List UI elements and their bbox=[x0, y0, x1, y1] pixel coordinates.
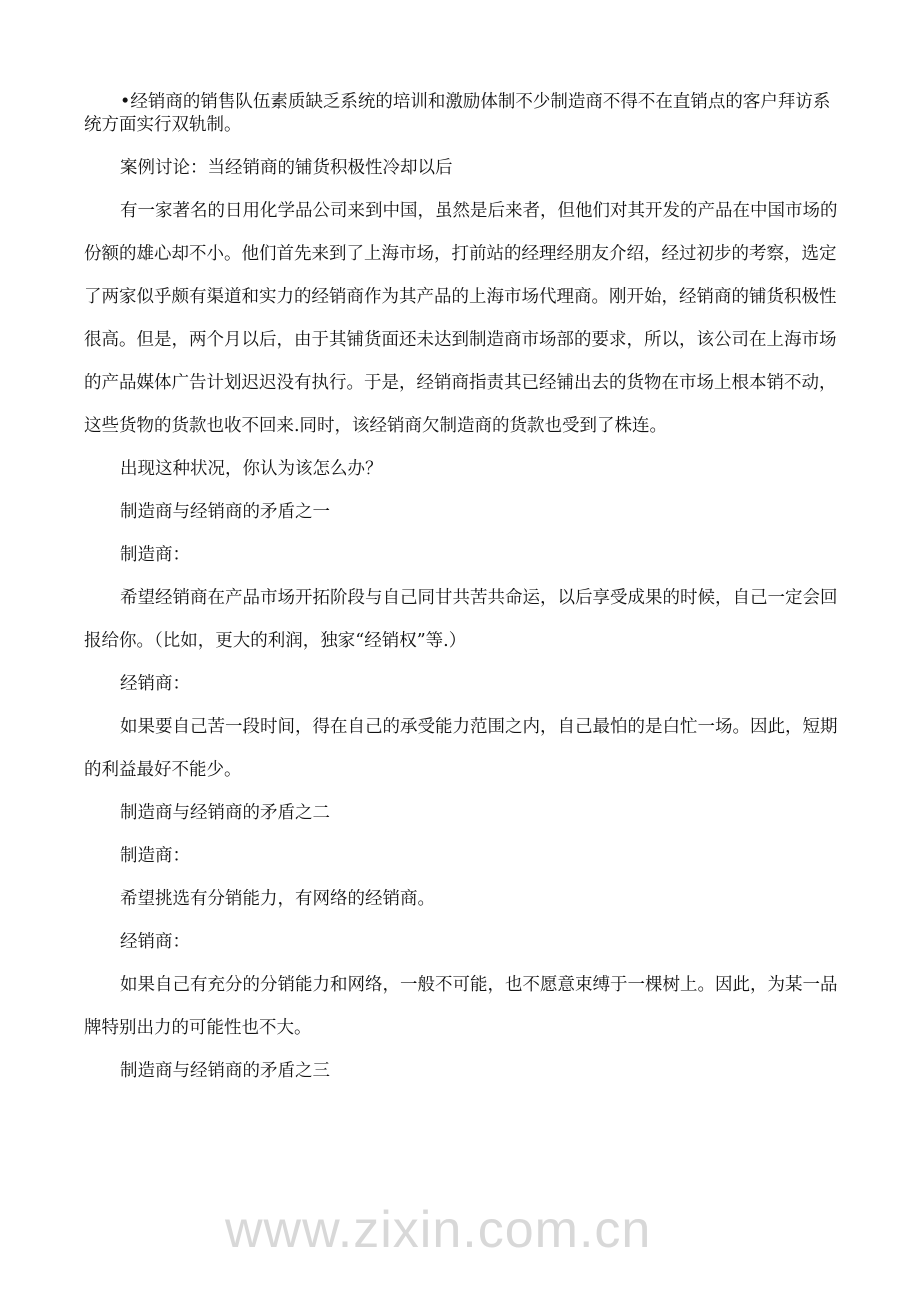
paragraph-line: 案例讨论：当经销商的铺货积极性冷却以后 bbox=[120, 158, 453, 178]
paragraph bbox=[84, 706, 844, 792]
paragraph bbox=[84, 147, 844, 190]
paragraph-line: 制造商与经销商的矛盾之一 bbox=[120, 502, 330, 522]
paragraph bbox=[84, 792, 844, 835]
paragraph-line: 经销商： bbox=[120, 932, 190, 952]
paragraph bbox=[84, 577, 844, 663]
paragraph bbox=[84, 921, 844, 964]
paragraph bbox=[84, 1050, 844, 1093]
paragraph bbox=[84, 534, 844, 577]
paragraph-line: 的利益最好不能少。 bbox=[84, 760, 242, 780]
paragraph bbox=[84, 663, 844, 706]
paragraph bbox=[84, 835, 844, 878]
paragraph-line: 的产品媒体广告计划迟迟没有执行。于是，经销商指责其已经铺出去的货物在市场上根本销不动， bbox=[84, 373, 837, 393]
paragraph-line: •经销商的销售队伍素质缺乏系统的培训和激励体制不少制造商不得不在直销点的客户拜访系 bbox=[120, 92, 831, 112]
paragraph bbox=[84, 91, 844, 137]
paragraph-line: 出现这种状况，你认为该怎么办？ bbox=[120, 459, 383, 479]
paragraph-line: 报给你。（比如，更大的利润，独家“经销权”等.） bbox=[84, 631, 467, 651]
paragraph-line: 有一家著名的日用化学品公司来到中国，虽然是后来者，但他们对其开发的产品在中国市场的 bbox=[120, 201, 838, 221]
watermark: www.zixin.com.cn bbox=[225, 1201, 652, 1259]
paragraph-line: 如果要自己苦一段时间，得在自己的承受能力范围之内，自己最怕的是白忙一场。因此，短期 bbox=[120, 717, 838, 737]
paragraph bbox=[84, 491, 844, 534]
paragraph-line: 如果自己有充分的分销能力和网络，一般不可能，也不愿意束缚于一棵树上。因此，为某一品 bbox=[120, 975, 838, 995]
paragraph-line: 制造商与经销商的矛盾之三 bbox=[120, 1061, 330, 1081]
paragraph bbox=[84, 190, 844, 448]
paragraph-line: 经销商： bbox=[120, 674, 190, 694]
paragraph bbox=[84, 964, 844, 1050]
paragraph bbox=[84, 878, 844, 921]
paragraph-line: 统方面实行双轨制。 bbox=[84, 115, 242, 135]
paragraph-line: 了两家似乎颇有渠道和实力的经销商作为其产品的上海市场代理商。刚开始，经销商的铺货积极性 bbox=[84, 287, 837, 307]
paragraph-line: 制造商： bbox=[120, 846, 190, 866]
document-page bbox=[84, 91, 844, 1093]
paragraph-line: 很高。但是，两个月以后，由于其铺货面还未达到制造商市场部的要求，所以，该公司在上海市场 bbox=[84, 330, 837, 350]
paragraph-line: 制造商： bbox=[120, 545, 190, 565]
paragraph bbox=[84, 448, 844, 491]
paragraph-line: 制造商与经销商的矛盾之二 bbox=[120, 803, 330, 823]
paragraph-line: 这些货物的货款也收不回来.同时，该经销商欠制造商的货款也受到了株连。 bbox=[84, 416, 668, 436]
paragraph-line: 牌特别出力的可能性也不大。 bbox=[84, 1018, 312, 1038]
paragraph-line: 希望经销商在产品市场开拓阶段与自己同甘共苦共命运，以后享受成果的时候，自己一定会回 bbox=[120, 588, 838, 608]
paragraph-line: 份额的雄心却不小。他们首先来到了上海市场，打前站的经理经朋友介绍，经过初步的考察，选定 bbox=[84, 244, 837, 264]
paragraph-line: 希望挑选有分销能力，有网络的经销商。 bbox=[120, 889, 435, 909]
